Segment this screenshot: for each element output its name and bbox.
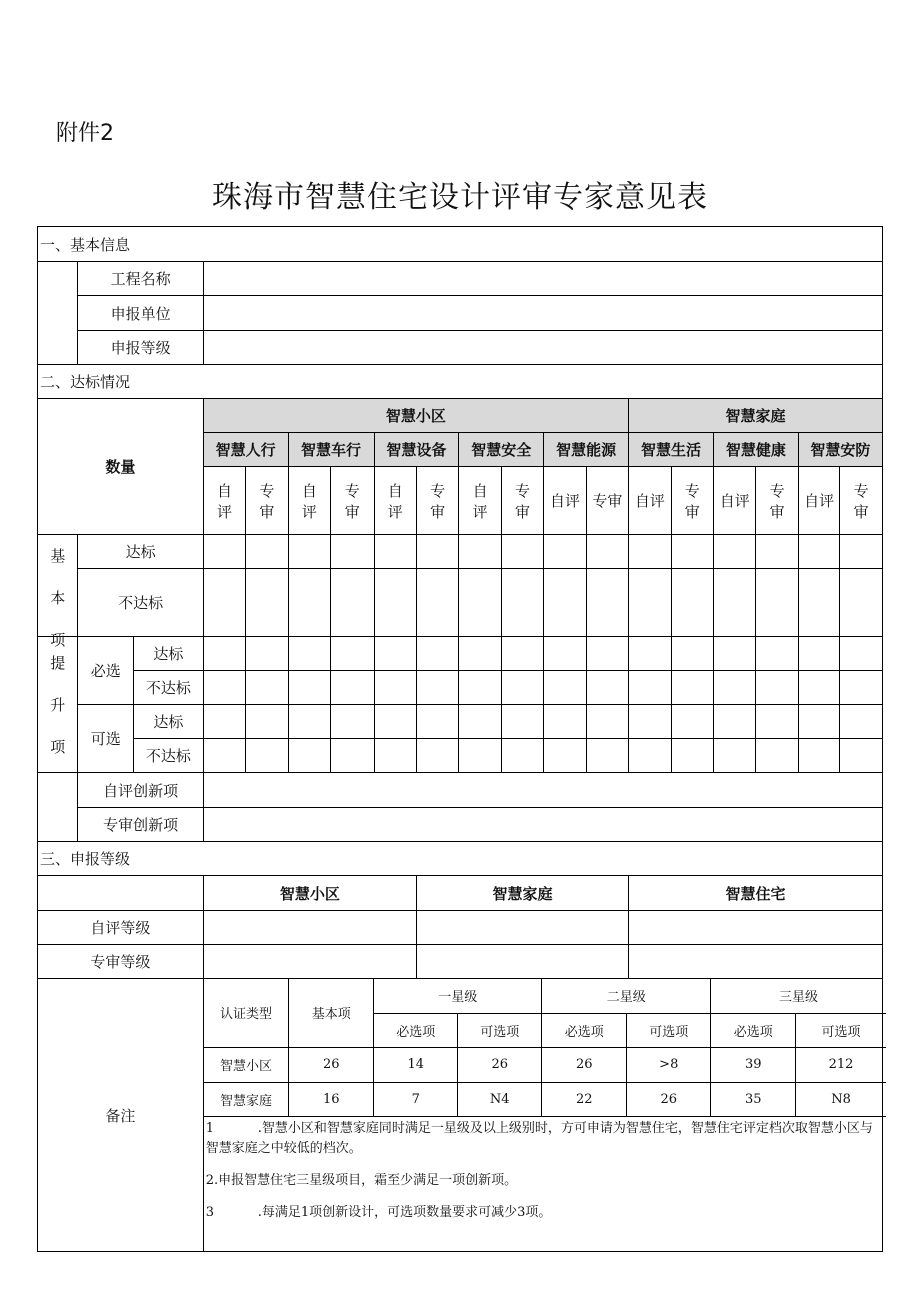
score-cell[interactable] xyxy=(671,637,713,671)
score-cell[interactable] xyxy=(798,705,839,739)
score-cell[interactable] xyxy=(714,569,756,637)
score-cell[interactable] xyxy=(416,671,458,705)
score-cell[interactable] xyxy=(288,569,330,637)
header-required: 必选项 xyxy=(374,1013,458,1047)
note-3: 3 .每满足1项创新设计，可选项数量要求可减少3项。 xyxy=(205,1204,552,1220)
score-cell[interactable] xyxy=(416,535,458,569)
score-cell[interactable] xyxy=(756,535,798,569)
score-cell[interactable] xyxy=(246,705,288,739)
score-cell[interactable] xyxy=(459,569,501,637)
header-basic: 基本项 xyxy=(289,979,374,1047)
score-cell[interactable] xyxy=(671,671,713,705)
section2-heading: 二、达标情况 xyxy=(38,365,883,399)
score-cell[interactable] xyxy=(671,739,713,773)
score-cell[interactable] xyxy=(756,705,798,739)
score-cell[interactable] xyxy=(459,739,501,773)
score-cell[interactable] xyxy=(246,671,288,705)
optional-not-reach-label: 不达标 xyxy=(134,739,204,773)
score-cell[interactable] xyxy=(544,705,586,739)
attachment-label: 附件2 xyxy=(56,121,114,146)
project-name-field[interactable] xyxy=(203,262,882,296)
score-cell[interactable] xyxy=(756,637,798,671)
score-cell[interactable] xyxy=(459,637,501,671)
header-required: 必选项 xyxy=(711,1013,796,1047)
score-cell[interactable] xyxy=(501,569,543,637)
expert-level-label: 专审等级 xyxy=(38,945,204,979)
expert-innovation-label: 专审创新项 xyxy=(78,808,203,842)
subheader-expert: 专 审 xyxy=(671,467,713,535)
group-home: 智慧家庭 xyxy=(629,399,883,433)
form-title: 珠海市智慧住宅设计评审专家意见表 xyxy=(212,180,708,215)
category-pedestrian: 智慧人行 xyxy=(203,433,288,467)
score-cell[interactable] xyxy=(544,569,586,637)
score-cell[interactable] xyxy=(374,637,416,671)
score-cell[interactable] xyxy=(501,671,543,705)
remarks-content xyxy=(203,979,882,1252)
category-health: 智慧健康 xyxy=(714,433,799,467)
score-cell[interactable] xyxy=(331,569,374,637)
required-reach-label: 达标 xyxy=(134,637,204,671)
score-cell[interactable] xyxy=(331,739,374,773)
basic-not-reach-label: 不达标 xyxy=(78,569,203,637)
quantity-label: 数量 xyxy=(38,399,204,535)
subheader-expert: 专 审 xyxy=(246,467,288,535)
header-optional: 可选项 xyxy=(458,1013,542,1047)
score-cell[interactable] xyxy=(840,535,883,569)
score-cell[interactable] xyxy=(586,705,628,739)
score-cell[interactable] xyxy=(203,671,245,705)
score-cell[interactable] xyxy=(501,739,543,773)
score-cell[interactable] xyxy=(331,637,374,671)
score-cell[interactable] xyxy=(714,705,756,739)
header-cert-type: 认证类型 xyxy=(204,979,289,1047)
expert-level-home[interactable] xyxy=(416,945,628,979)
subheader-self: 自评 xyxy=(714,467,756,535)
subheader-expert: 专 审 xyxy=(416,467,458,535)
row-label-applicant: 申报单位 xyxy=(78,296,203,331)
score-cell[interactable] xyxy=(331,705,374,739)
score-cell[interactable] xyxy=(416,569,458,637)
basic-reach-label: 达标 xyxy=(78,535,203,569)
score-cell[interactable] xyxy=(374,671,416,705)
score-cell[interactable] xyxy=(586,739,628,773)
expert-level-community[interactable] xyxy=(203,945,416,979)
row-label-level: 申报等级 xyxy=(78,331,203,365)
score-cell[interactable] xyxy=(246,637,288,671)
score-cell[interactable] xyxy=(459,705,501,739)
score-cell[interactable] xyxy=(246,569,288,637)
score-cell[interactable] xyxy=(374,569,416,637)
cell-value: 212 xyxy=(796,1047,886,1082)
score-cell[interactable] xyxy=(288,739,330,773)
self-level-community[interactable] xyxy=(203,911,416,945)
section3-heading: 三、申报等级 xyxy=(38,842,883,876)
expert-level-residence[interactable] xyxy=(629,945,883,979)
subheader-self: 自 评 xyxy=(203,467,245,535)
cell-value: N4 xyxy=(458,1082,542,1116)
score-cell[interactable] xyxy=(756,569,798,637)
row-label-project-name: 工程名称 xyxy=(78,262,203,296)
score-cell[interactable] xyxy=(416,705,458,739)
self-level-home[interactable] xyxy=(416,911,628,945)
self-innovation-field[interactable] xyxy=(203,773,882,808)
score-cell[interactable] xyxy=(331,535,374,569)
row-type: 智慧家庭 xyxy=(204,1082,289,1116)
score-cell[interactable] xyxy=(544,535,586,569)
score-cell[interactable] xyxy=(840,705,883,739)
subheader-self: 自 评 xyxy=(288,467,330,535)
level-col-residence: 智慧住宅 xyxy=(629,876,883,911)
score-cell[interactable] xyxy=(544,739,586,773)
requirements-table xyxy=(204,979,886,1117)
cell-value: 26 xyxy=(458,1047,542,1082)
score-cell[interactable] xyxy=(501,637,543,671)
remarks-label: 备注 xyxy=(38,979,204,1252)
score-cell[interactable] xyxy=(288,705,330,739)
score-cell[interactable] xyxy=(798,569,839,637)
score-cell[interactable] xyxy=(629,739,671,773)
score-cell[interactable] xyxy=(629,535,671,569)
score-cell[interactable] xyxy=(671,569,713,637)
cell-value: >8 xyxy=(627,1047,711,1082)
category-security: 智慧安全 xyxy=(459,433,544,467)
score-cell[interactable] xyxy=(203,637,245,671)
score-cell[interactable] xyxy=(416,739,458,773)
category-equipment: 智慧设备 xyxy=(374,433,459,467)
expert-innovation-field[interactable] xyxy=(203,808,882,842)
group-community: 智慧小区 xyxy=(203,399,628,433)
self-level-label: 自评等级 xyxy=(38,911,204,945)
score-cell[interactable] xyxy=(840,671,883,705)
subheader-expert: 专 审 xyxy=(756,467,798,535)
subheader-self: 自 评 xyxy=(374,467,416,535)
score-cell[interactable] xyxy=(629,671,671,705)
score-cell[interactable] xyxy=(586,671,628,705)
score-cell[interactable] xyxy=(331,671,374,705)
score-cell[interactable] xyxy=(203,569,245,637)
score-cell[interactable] xyxy=(544,671,586,705)
score-cell[interactable] xyxy=(288,535,330,569)
subheader-self: 自 评 xyxy=(459,467,501,535)
level-field[interactable] xyxy=(203,331,882,365)
score-cell[interactable] xyxy=(840,637,883,671)
score-cell[interactable] xyxy=(798,637,839,671)
category-defense: 智慧安防 xyxy=(798,433,882,467)
score-cell[interactable] xyxy=(798,739,839,773)
score-cell[interactable] xyxy=(501,535,543,569)
subheader-expert: 专 审 xyxy=(331,467,374,535)
score-cell[interactable] xyxy=(671,705,713,739)
header-one-star: 一星级 xyxy=(374,979,542,1013)
upgrade-items-label: 提 升 项 xyxy=(38,637,78,773)
score-cell[interactable] xyxy=(629,705,671,739)
score-cell[interactable] xyxy=(459,671,501,705)
score-cell[interactable] xyxy=(714,739,756,773)
score-cell[interactable] xyxy=(671,535,713,569)
cell-value: 22 xyxy=(542,1082,627,1116)
subheader-expert: 专 审 xyxy=(501,467,543,535)
score-cell[interactable] xyxy=(203,705,245,739)
score-cell[interactable] xyxy=(629,637,671,671)
score-cell[interactable] xyxy=(416,637,458,671)
cell-value: 26 xyxy=(627,1082,711,1116)
subheader-self: 自评 xyxy=(798,467,839,535)
score-cell[interactable] xyxy=(714,535,756,569)
cell-value: 7 xyxy=(374,1082,458,1116)
category-vehicle: 智慧车行 xyxy=(288,433,374,467)
cell-value: 39 xyxy=(711,1047,796,1082)
score-cell[interactable] xyxy=(246,535,288,569)
cell-value: 16 xyxy=(289,1082,374,1116)
score-cell[interactable] xyxy=(459,535,501,569)
self-level-residence[interactable] xyxy=(629,911,883,945)
score-cell[interactable] xyxy=(714,671,756,705)
required-not-reach-label: 不达标 xyxy=(134,671,204,705)
row-type: 智慧小区 xyxy=(204,1047,289,1082)
cell-value: 35 xyxy=(711,1082,796,1116)
cell-value: N8 xyxy=(796,1082,886,1116)
score-cell[interactable] xyxy=(288,637,330,671)
cell-value: 26 xyxy=(289,1047,374,1082)
cell-value: 26 xyxy=(542,1047,627,1082)
subheader-self: 自评 xyxy=(544,467,586,535)
note-1: 1 .智慧小区和智慧家庭同时满足一星级及以上级别时，方可申请为智慧住宅，智慧住宅评定档次取智慧小区与智慧家庭之中较低的档次。 xyxy=(205,1120,873,1156)
score-cell[interactable] xyxy=(586,569,628,637)
score-cell[interactable] xyxy=(203,535,245,569)
note-2: 2.申报智慧住宅三星级项目，霜至少满足一项创新项。 xyxy=(205,1172,518,1188)
score-cell[interactable] xyxy=(798,535,839,569)
optional-label: 可选 xyxy=(78,705,134,773)
score-cell[interactable] xyxy=(714,637,756,671)
applicant-field[interactable] xyxy=(203,296,882,331)
header-optional: 可选项 xyxy=(796,1013,886,1047)
score-cell[interactable] xyxy=(586,637,628,671)
self-innovation-label: 自评创新项 xyxy=(78,773,203,808)
subheader-expert: 专 审 xyxy=(840,467,883,535)
section1-heading: 一、基本信息 xyxy=(38,227,883,262)
score-cell[interactable] xyxy=(798,671,839,705)
header-two-star: 二星级 xyxy=(542,979,711,1013)
level-col-community: 智慧小区 xyxy=(203,876,416,911)
subheader-self: 自评 xyxy=(629,467,671,535)
header-optional: 可选项 xyxy=(627,1013,711,1047)
score-cell[interactable] xyxy=(246,739,288,773)
score-cell[interactable] xyxy=(544,637,586,671)
remarks-notes xyxy=(204,1117,882,1227)
header-required: 必选项 xyxy=(542,1013,627,1047)
score-cell[interactable] xyxy=(374,739,416,773)
basic-items-label: 基 本 项 xyxy=(38,535,78,637)
required-label: 必选 xyxy=(78,637,134,705)
score-cell[interactable] xyxy=(586,535,628,569)
score-cell[interactable] xyxy=(501,705,543,739)
level-col-home: 智慧家庭 xyxy=(416,876,628,911)
review-form xyxy=(37,226,883,1252)
score-cell[interactable] xyxy=(374,535,416,569)
category-energy: 智慧能源 xyxy=(544,433,629,467)
score-cell[interactable] xyxy=(756,739,798,773)
cell-value: 14 xyxy=(374,1047,458,1082)
score-cell[interactable] xyxy=(629,569,671,637)
optional-reach-label: 达标 xyxy=(134,705,204,739)
score-cell[interactable] xyxy=(203,739,245,773)
score-cell[interactable] xyxy=(840,739,883,773)
category-living: 智慧生活 xyxy=(629,433,714,467)
score-cell[interactable] xyxy=(288,671,330,705)
score-cell[interactable] xyxy=(374,705,416,739)
score-cell[interactable] xyxy=(756,671,798,705)
score-cell[interactable] xyxy=(840,569,883,637)
header-three-star: 三星级 xyxy=(711,979,886,1013)
subheader-expert: 专审 xyxy=(586,467,628,535)
